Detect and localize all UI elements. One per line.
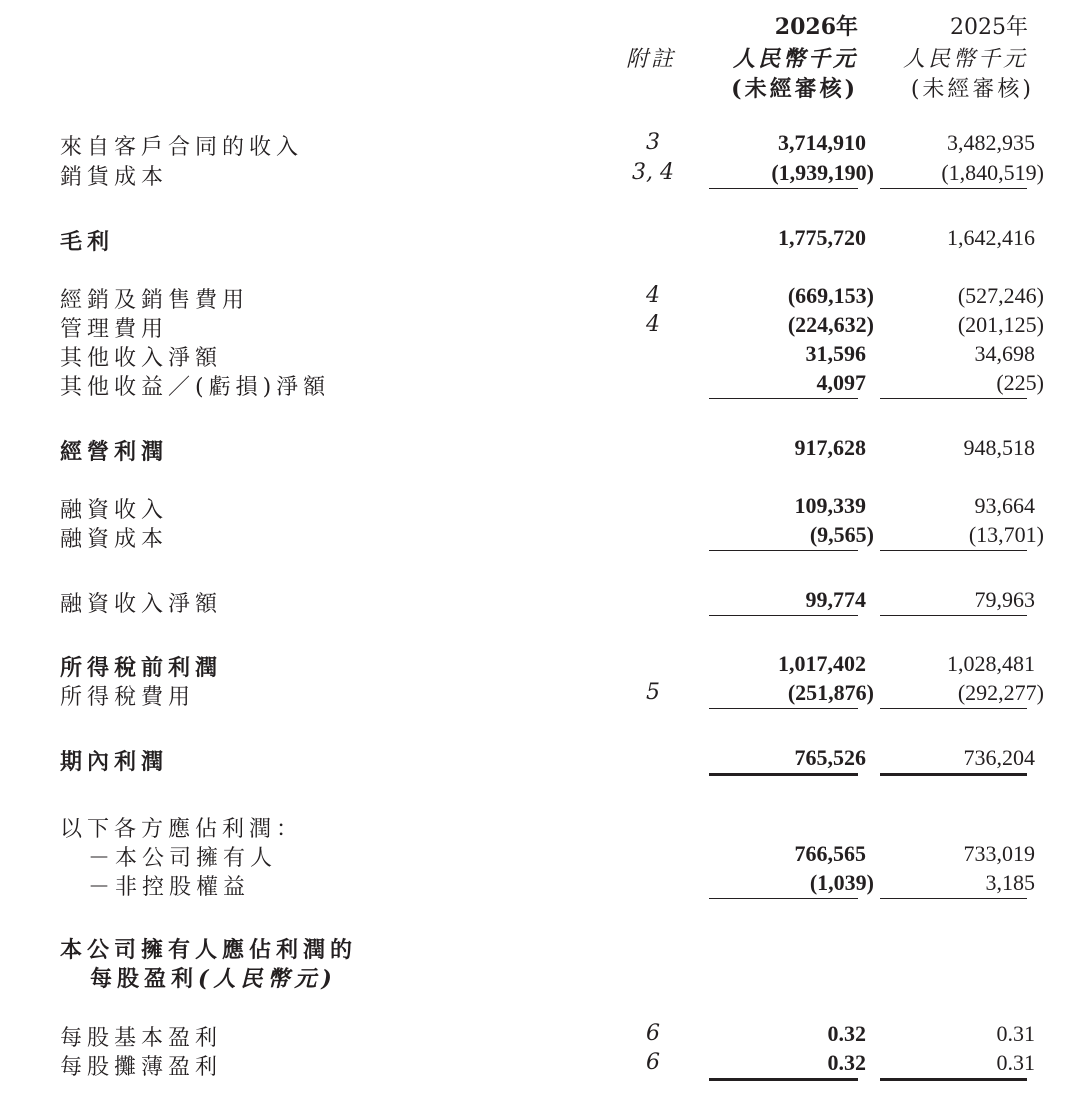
diluted-eps-label: 每股攤薄盈利 <box>60 1055 223 1080</box>
total-rule-current <box>709 1078 858 1081</box>
eps-heading-line2 <box>90 962 337 993</box>
finance-costs-current: (9,565) <box>809 522 874 547</box>
nci-prior: 3,185 <box>985 870 1035 895</box>
income-tax-label: 所得稅費用 <box>60 685 196 710</box>
revenue-label: 來自客戶合同的收入 <box>60 135 304 160</box>
distribution-label: 經銷及銷售費用 <box>60 288 250 313</box>
income-tax-current: (251,876) <box>787 680 874 705</box>
prior-audit-header: (未經審核) <box>910 77 1034 102</box>
gross-profit-current: 1,775,720 <box>778 225 866 250</box>
profit-before-tax-prior: 1,028,481 <box>947 651 1035 676</box>
owners-current: 766,565 <box>794 841 866 866</box>
subtotal-rule-current <box>709 708 858 709</box>
cost-of-sales-current: (1,939,190) <box>771 160 874 185</box>
operating-profit-current: 917,628 <box>794 435 866 460</box>
admin-prior: (201,125) <box>957 312 1044 337</box>
other-income-label: 其他收入淨額 <box>60 346 223 371</box>
profit-period-prior: 736,204 <box>963 745 1035 770</box>
other-gains-label: 其他收益／(虧損)淨額 <box>60 375 331 400</box>
prior-currency-header: 人民幣千元 <box>902 47 1028 72</box>
subtotal-rule-current <box>709 188 858 189</box>
profit-before-tax-current: 1,017,402 <box>778 651 866 676</box>
total-rule-prior <box>880 773 1027 776</box>
cost-of-sales-prior: (1,840,519) <box>941 160 1044 185</box>
subtotal-rule-prior <box>880 188 1027 189</box>
prior-year-header: 2025年 <box>950 15 1028 40</box>
admin-label: 管理費用 <box>60 317 169 342</box>
attributable-heading: 以下各方應佔利潤： <box>60 817 304 842</box>
subtotal-rule-prior <box>880 615 1027 616</box>
income-tax-note: 5 <box>646 680 660 705</box>
finance-income-prior: 93,664 <box>974 493 1035 518</box>
revenue-current: 3,714,910 <box>778 130 866 155</box>
distribution-note: 4 <box>646 283 660 308</box>
subtotal-rule-prior <box>880 398 1027 399</box>
admin-note: 4 <box>646 312 660 337</box>
total-rule-prior <box>880 1078 1027 1081</box>
basic-eps-prior: 0.31 <box>996 1021 1035 1046</box>
note-column-header: 附註 <box>626 47 677 72</box>
finance-costs-label: 融資成本 <box>60 527 169 552</box>
subtotal-rule-prior <box>880 898 1027 899</box>
subtotal-rule-current <box>709 898 858 899</box>
eps-heading-line1: 本公司擁有人應佔利潤的 <box>60 937 358 963</box>
eps-heading-unit: (人民幣元) <box>198 966 337 992</box>
diluted-eps-current: 0.32 <box>827 1050 866 1075</box>
other-income-prior: 34,698 <box>974 341 1035 366</box>
revenue-note: 3 <box>646 130 660 155</box>
subtotal-rule-current <box>709 550 858 551</box>
basic-eps-current: 0.32 <box>827 1021 866 1046</box>
nci-current: (1,039) <box>809 870 874 895</box>
income-tax-prior: (292,277) <box>957 680 1044 705</box>
nci-label: －非控股權益 <box>88 875 251 900</box>
cost-of-sales-note: 3, 4 <box>632 160 674 185</box>
total-rule-current <box>709 773 858 776</box>
operating-profit-prior: 948,518 <box>963 435 1035 460</box>
diluted-eps-note: 6 <box>646 1050 660 1075</box>
other-income-current: 31,596 <box>805 341 866 366</box>
gross-profit-label: 毛利 <box>60 229 115 255</box>
basic-eps-note: 6 <box>646 1021 660 1046</box>
revenue-prior: 3,482,935 <box>947 130 1035 155</box>
current-currency-header: 人民幣千元 <box>732 46 858 72</box>
subtotal-rule-prior <box>880 708 1027 709</box>
net-finance-income-prior: 79,963 <box>974 587 1035 612</box>
profit-before-tax-label: 所得稅前利潤 <box>60 655 223 681</box>
profit-period-current: 765,526 <box>794 745 866 770</box>
gross-profit-prior: 1,642,416 <box>947 225 1035 250</box>
eps-heading-main: 每股盈利 <box>90 966 199 992</box>
distribution-prior: (527,246) <box>957 283 1044 308</box>
finance-income-label: 融資收入 <box>60 498 169 523</box>
profit-period-label: 期內利潤 <box>60 749 169 775</box>
finance-income-current: 109,339 <box>794 493 866 518</box>
owners-prior: 733,019 <box>963 841 1035 866</box>
subtotal-rule-current <box>709 615 858 616</box>
diluted-eps-prior: 0.31 <box>996 1050 1035 1075</box>
distribution-current: (669,153) <box>787 283 874 308</box>
finance-costs-prior: (13,701) <box>968 522 1044 547</box>
admin-current: (224,632) <box>787 312 874 337</box>
current-year-header: 2026年 <box>774 14 858 40</box>
current-audit-header: (未經審核) <box>731 76 858 102</box>
net-finance-income-label: 融資收入淨額 <box>60 592 223 617</box>
owners-label: －本公司擁有人 <box>88 846 278 871</box>
operating-profit-label: 經營利潤 <box>60 439 169 465</box>
basic-eps-label: 每股基本盈利 <box>60 1026 223 1051</box>
cost-of-sales-label: 銷貨成本 <box>60 165 169 190</box>
subtotal-rule-current <box>709 398 858 399</box>
other-gains-prior: (225) <box>996 370 1044 395</box>
other-gains-current: 4,097 <box>816 370 866 395</box>
net-finance-income-current: 99,774 <box>805 587 866 612</box>
subtotal-rule-prior <box>880 550 1027 551</box>
